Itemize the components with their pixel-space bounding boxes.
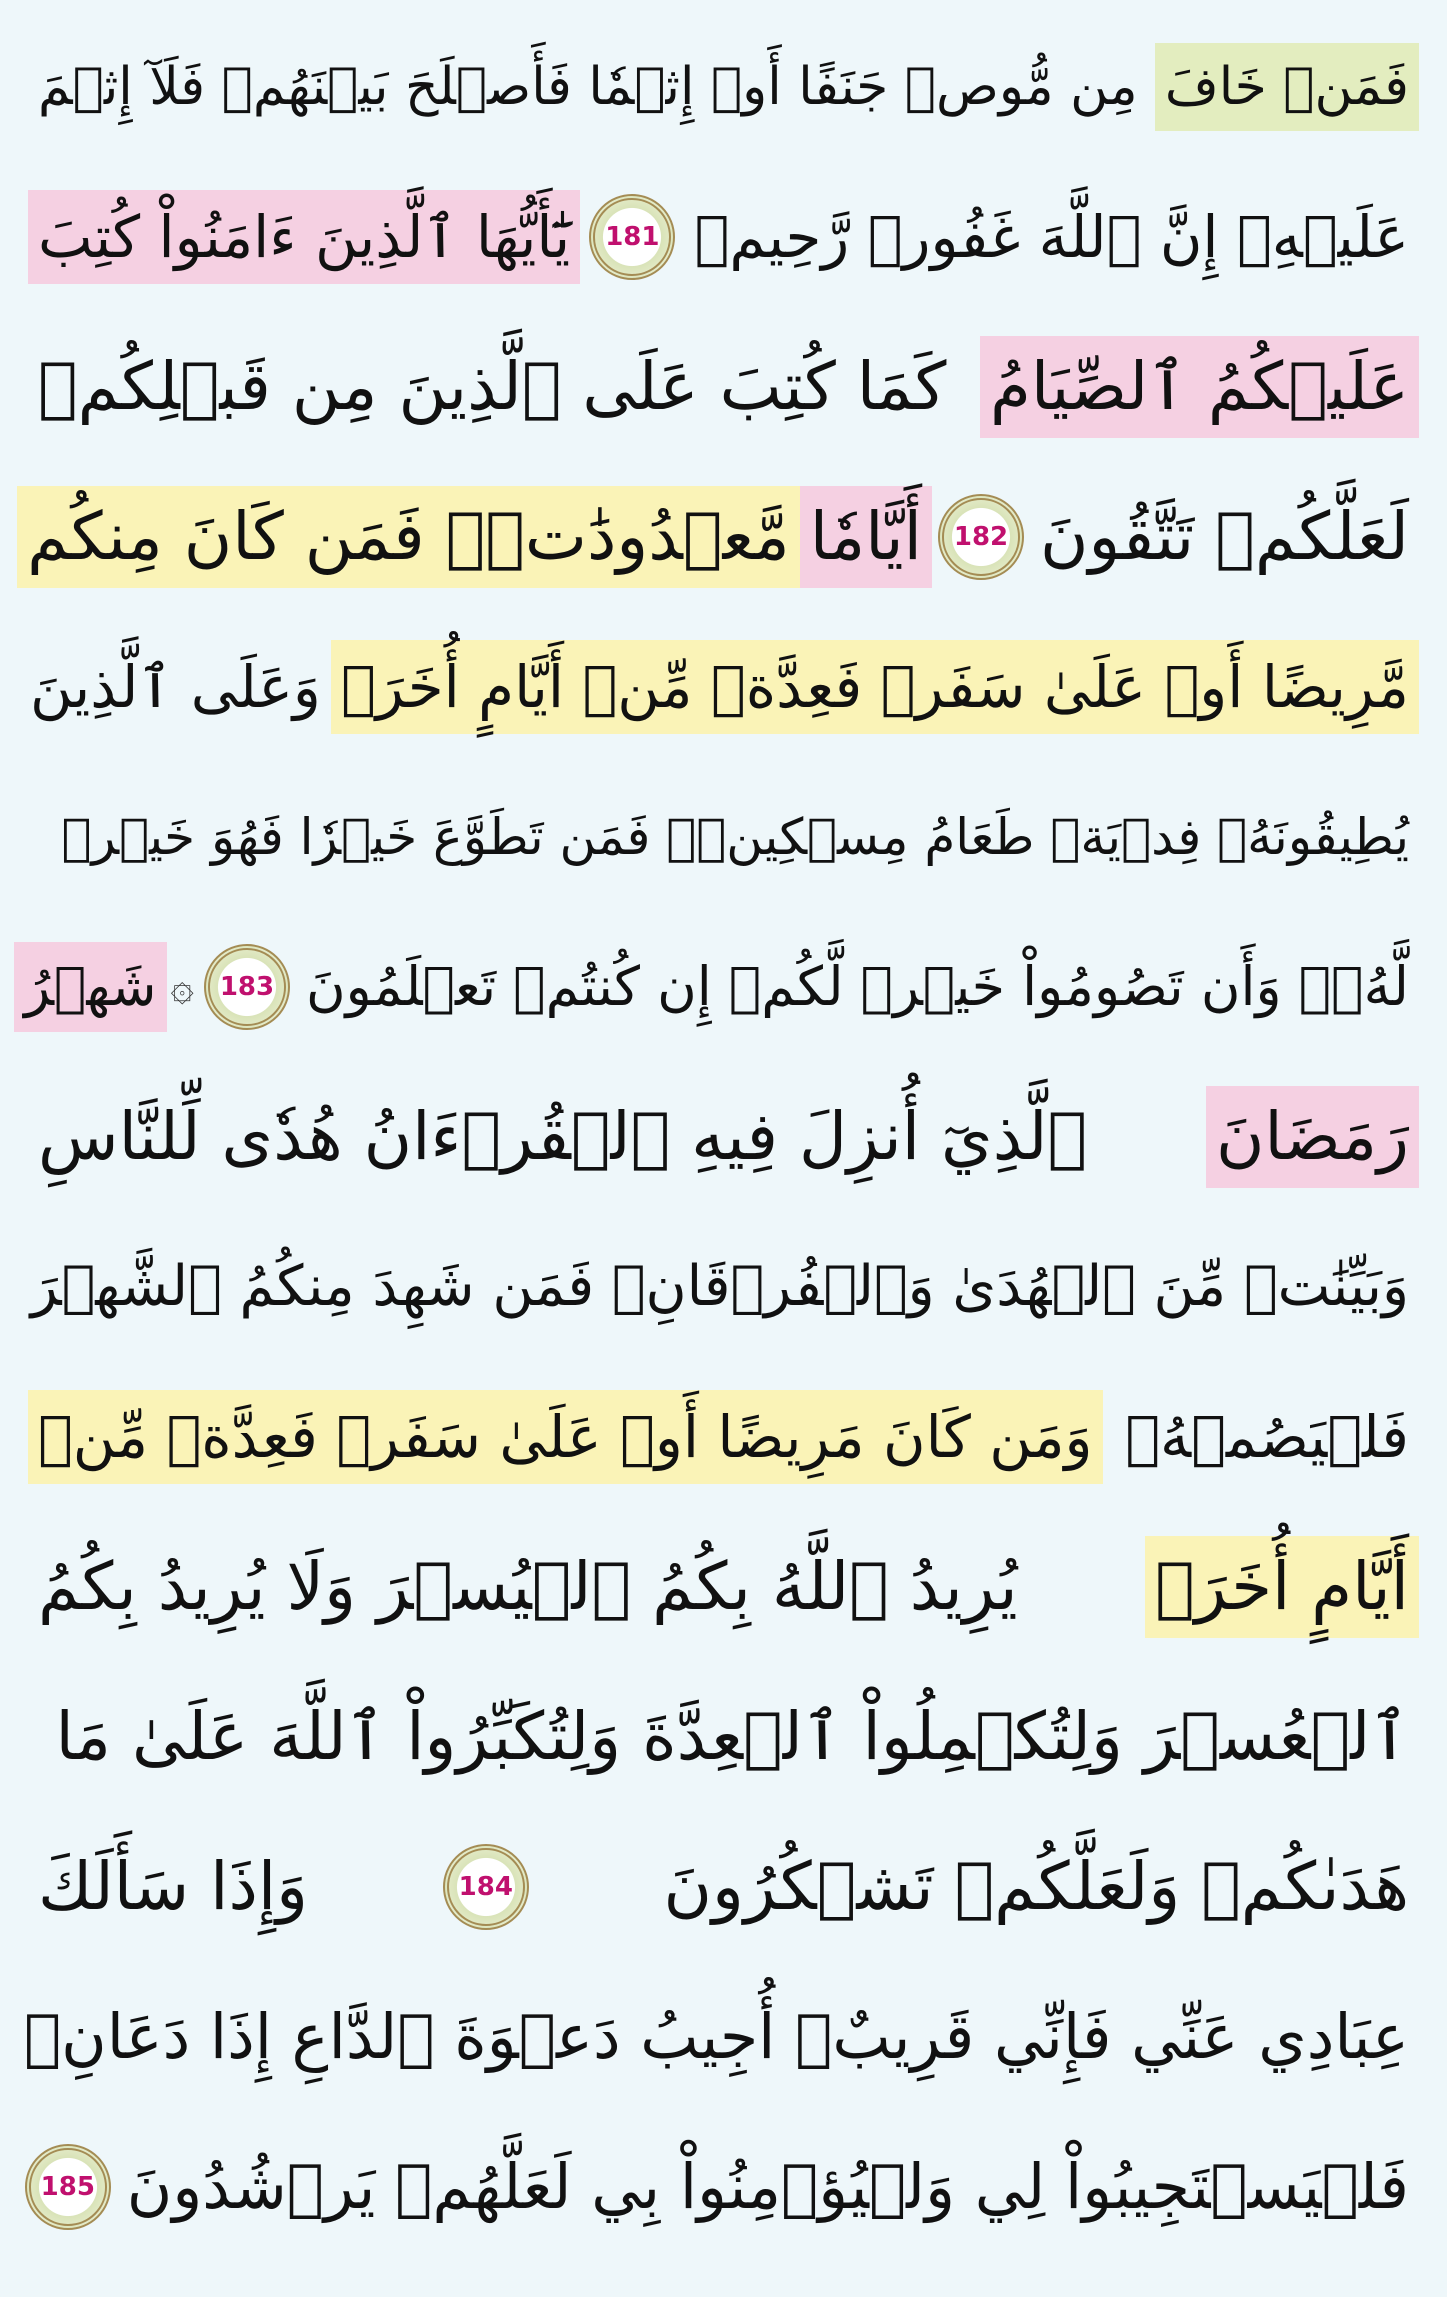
text-segment: لَّهُۥۚ وَأَن تَصُومُواْ خَيۡرٞ لَّكُمۡ إِن كُنتُمۡ تَعۡلَمُونَ xyxy=(305,955,1409,1018)
text-segment: فَلۡيَسۡتَجِيبُواْ لِي وَلۡيُؤۡمِنُواْ بِي لَعَلَّهُمۡ يَرۡشُدُونَ xyxy=(126,2150,1409,2223)
ayah-number-marker: 181 xyxy=(589,194,675,280)
text-segment: لَعَلَّكُمۡ تَتَّقُونَ xyxy=(1040,498,1409,575)
text-line xyxy=(0,1662,1447,1812)
highlighted-text-segment: شَهۡرُ xyxy=(14,942,166,1032)
text-line xyxy=(0,462,1447,612)
text-line xyxy=(0,1812,1447,1962)
highlighted-text-segment: وَمَن كَانَ مَرِيضًا أَوۡ عَلَىٰ سَفَرٖ فَعِدَّةٞ مِّنۡ xyxy=(28,1390,1103,1484)
text-line xyxy=(0,1512,1447,1662)
text-segment: وَعَلَى ٱلَّذِينَ xyxy=(29,653,321,721)
text-segment: هَدَىٰكُمۡ وَلَعَلَّكُمۡ تَشۡكُرُونَ xyxy=(663,1848,1409,1925)
ayah-number-marker: 185 xyxy=(25,2144,111,2230)
highlighted-text-segment: أَيَّامٍ أُخَرَۗ xyxy=(1145,1536,1419,1638)
text-segment: ٱلۡعُسۡرَ وَلِتُكۡمِلُواْ ٱلۡعِدَّةَ وَلِتُكَبِّرُواْ ٱللَّهَ عَلَىٰ مَا xyxy=(55,1698,1409,1775)
highlighted-text-segment: فَمَنۡ خَافَ xyxy=(1155,43,1419,131)
text-line xyxy=(0,1212,1447,1362)
highlighted-text-segment: مَّرِيضًا أَوۡ عَلَىٰ سَفَرٖ فَعِدَّةٞ مِّنۡ أَيَّامٍ أُخَرَۚ xyxy=(331,640,1419,734)
text-segment: مِن مُّوصٖ جَنَفًا أَوۡ إِثۡمٗا فَأَصۡلَحَ بَيۡنَهُمۡ فَلَآ إِثۡمَ xyxy=(38,57,1138,117)
text-segment: يُطِيقُونَهُۥ فِدۡيَةٞ طَعَامُ مِسۡكِينٖۖ فَمَن تَطَوَّعَ خَيۡرٗا فَهُوَ خَيۡرٞ xyxy=(61,808,1409,866)
text-segment: وَبَيِّنَٰتٖ مِّنَ ٱلۡهُدَىٰ وَٱلۡفُرۡقَانِۚ فَمَن شَهِدَ مِنكُمُ ٱلشَّهۡرَ xyxy=(30,1254,1409,1319)
text-line xyxy=(0,2112,1447,2262)
text-line xyxy=(0,1362,1447,1512)
text-segment: عِبَادِي عَنِّي فَإِنِّي قَرِيبٌۖ أُجِيبُ دَعۡوَةَ ٱلدَّاعِ إِذَا دَعَانِۖ xyxy=(23,2000,1409,2073)
ayah-number-marker: 183 xyxy=(204,944,290,1030)
highlighted-text-segment: أَيَّامٗا xyxy=(800,486,932,588)
text-segment: يُرِيدُ ٱللَّهُ بِكُمُ ٱلۡيُسۡرَ وَلَا يُرِيدُ بِكُمُ xyxy=(38,1548,1018,1625)
text-segment: فَلۡيَصُمۡهُۖ xyxy=(1125,1403,1409,1471)
text-segment: ٱلَّذِيٓ أُنزِلَ فِيهِ ٱلۡقُرۡءَانُ هُدٗى لِّلنَّاسِ xyxy=(38,1098,1088,1175)
text-line xyxy=(0,762,1447,912)
text-line xyxy=(0,162,1447,312)
rub-el-hizb-star-icon: ۞ xyxy=(170,964,194,1010)
ayah-number-marker: 184 xyxy=(443,1844,529,1930)
text-line xyxy=(0,312,1447,462)
text-line xyxy=(0,1062,1447,1212)
text-line xyxy=(0,912,1447,1062)
ayah-number-marker: 182 xyxy=(938,494,1024,580)
text-line xyxy=(0,612,1447,762)
text-segment: عَلَيۡهِۚ إِنَّ ٱللَّهَ غَفُورٞ رَّحِيمٞ xyxy=(694,203,1409,271)
highlighted-text-segment: عَلَيۡكُمُ ٱلصِّيَامُ xyxy=(980,336,1419,438)
text-line xyxy=(0,1962,1447,2112)
text-segment: كَمَا كُتِبَ عَلَى ٱلَّذِينَ مِن قَبۡلِكُمۡ xyxy=(38,348,947,425)
highlighted-text-segment: رَمَضَانَ xyxy=(1206,1086,1419,1188)
text-segment: وَإِذَا سَأَلَكَ xyxy=(38,1848,309,1925)
text-line xyxy=(0,12,1447,162)
highlighted-text-segment: يَٰٓأَيُّهَا ٱلَّذِينَ ءَامَنُواْ كُتِبَ xyxy=(28,190,580,284)
highlighted-text-segment: مَّعۡدُودَٰتٖۚ فَمَن كَانَ مِنكُم xyxy=(17,486,800,588)
